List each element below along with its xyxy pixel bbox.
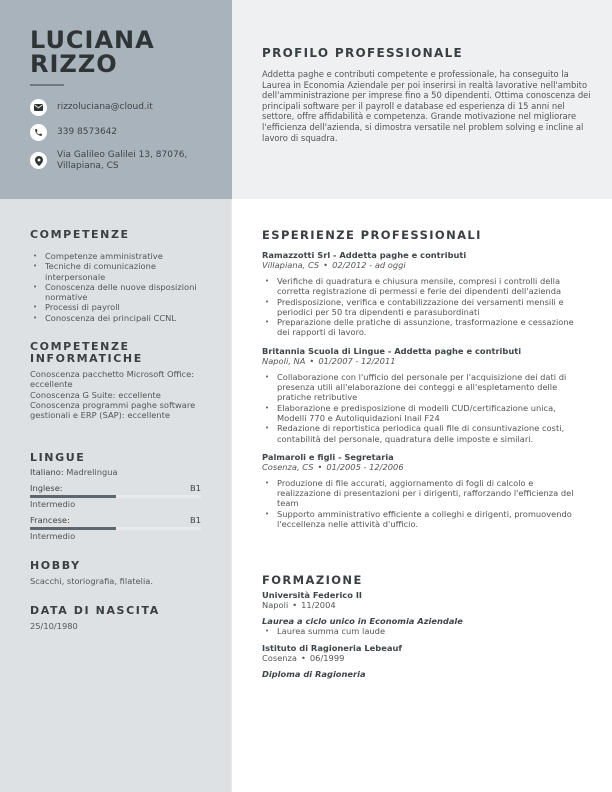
list-item: • Processi di payroll — [30, 302, 200, 312]
job-place: Villapiana, CS — [262, 260, 320, 270]
address-line2: Villapiana, CS — [57, 161, 119, 171]
education-entry — [262, 590, 592, 636]
address-line1: Via Galileo Galilei 13, 87076, — [57, 150, 188, 160]
job-entry — [262, 346, 592, 444]
language-item-english — [30, 483, 210, 509]
list-item: • Tecniche di comunicazione interpersonale — [30, 261, 200, 282]
contact-phone[interactable] — [30, 124, 117, 141]
job-title: Britannia Scuola di Lingue - Addetta paghe e contributi — [262, 345, 522, 356]
it-skill-line: Conoscenza G Suite: eccellente — [30, 389, 161, 400]
job-place: Cosenza, CS — [262, 461, 314, 472]
address-text — [57, 150, 187, 172]
list-item: • Supporto amministrativo efficiente a colleghi e dirigenti, promuovendo l'eccellenza nelle attività d'ufficio. — [262, 509, 580, 530]
job-period: 02/2012 - ad oggi — [332, 260, 406, 270]
experience-heading: ESPERIENZE PROFESSIONALI — [262, 228, 482, 242]
it-skill-line: Conoscenza programmi paghe software gestionali e ERP (SAP): eccellente — [30, 399, 196, 421]
job-period: 01/2005 - 12/2006 — [326, 461, 404, 472]
birthdate-heading: DATA DI NASCITA — [30, 604, 160, 617]
education-bullets — [262, 626, 592, 636]
school-place: Napoli — [262, 600, 289, 610]
education-entry — [262, 643, 592, 679]
list-item: • Laurea summa cum laude — [262, 626, 592, 636]
language-bar — [30, 527, 201, 530]
list-item: • Redazione di reportistica periodica quali file di consuntivazione costi, contabilità del personale, quadratura delle imposte e similari. — [262, 423, 580, 444]
skills-heading: COMPETENZE — [30, 228, 130, 241]
it-skills-section — [30, 341, 205, 420]
language-item-french — [30, 515, 210, 541]
job-entry — [262, 250, 592, 338]
name-last: RIZZO — [30, 50, 118, 78]
list-item: • Collaborazione con l'ufficio del personale per l'acquisizione dei dati di presenza utili all'elaborazione dei conteggi e all'espletamento delle pratiche retributive — [262, 372, 580, 403]
location-pin-icon — [30, 152, 47, 169]
list-item: • Produzione di file accurati, aggiornamento di fogli di calcolo e realizzazione di presentazioni per i dirigenti, rafforzando l'efficienza del team — [262, 478, 580, 509]
birthdate-section — [30, 605, 210, 631]
profile-heading: PROFILO PROFESSIONALE — [262, 46, 464, 60]
language-level: B1 — [190, 483, 201, 493]
phone-icon — [30, 124, 47, 141]
native-language — [30, 467, 210, 477]
degree-name: Diploma di Ragioneria — [262, 669, 366, 680]
language-desc: Intermedio — [30, 499, 76, 509]
graduation-date: 11/2004 — [301, 600, 336, 610]
candidate-name — [30, 28, 155, 76]
languages-heading: LINGUE — [30, 451, 86, 464]
languages-section — [30, 452, 210, 542]
birthdate-text: 25/10/1980 — [30, 621, 78, 631]
job-bullets — [262, 478, 580, 529]
native-language-label: Italiano: — [30, 467, 64, 477]
language-level: B1 — [190, 515, 201, 526]
school-name: Università Federico II — [262, 590, 362, 600]
job-bullets — [262, 372, 580, 444]
language-name: Inglese: — [30, 483, 63, 493]
language-bar-fill — [30, 527, 116, 530]
native-language-value: Madrelingua — [66, 467, 118, 477]
job-bullets — [262, 276, 580, 338]
name-divider — [30, 84, 64, 86]
name-first: LUCIANA — [30, 26, 155, 54]
job-entry — [262, 452, 592, 529]
job-title: Ramazzotti Srl - Addetta paghe e contributi — [262, 250, 467, 260]
list-item: • Conoscenza delle nuove disposizioni normative — [30, 282, 200, 303]
language-bar-fill — [30, 495, 116, 498]
skills-section — [30, 229, 220, 323]
job-meta: Napoli, NA • 01/2007 - 12/2011 — [262, 355, 396, 366]
hobby-text: Scacchi, storiografia, filatelia. — [30, 576, 153, 586]
school-place: Cosenza — [262, 653, 297, 664]
it-skills-heading — [30, 341, 205, 365]
language-name: Francese: — [30, 515, 70, 526]
list-item: • Conoscenza dei principali CCNL — [30, 313, 200, 323]
profile-text: Addetta paghe e contributi competente e professionale, ha conseguito la Laurea in Economia Aziendale per poi inserirsi in realtà lavorative nell'ambito dell'amministrazione per imprese fino a 50 dipendenti. Ottima conoscenza dei principali software per il payroll e database ed esperienza di 15 anni nel settore, offre affidabilità e competenza. Grande motivazione nel migliorare l'efficienza dell'azienda, si dimostra versatile nel problem solving e incline al lavoro di squadra. — [262, 69, 591, 143]
graduation-date: 06/1999 — [309, 653, 345, 664]
list-item: • Preparazione delle pratiche di assunzione, trasformazione e cessazione dei rapporti di lavoro. — [262, 317, 580, 338]
phone-text[interactable]: 339 8573642 — [57, 127, 118, 137]
education-heading: FORMAZIONE — [262, 573, 363, 587]
job-meta: Villapiana, CS • 02/2012 - ad oggi — [262, 260, 406, 270]
hobby-heading: HOBBY — [30, 559, 81, 572]
contact-address — [30, 150, 187, 172]
job-meta: Cosenza, CS • 01/2005 - 12/2006 — [262, 461, 404, 472]
education-meta: Napoli • 11/2004 — [262, 600, 336, 610]
it-skills-heading-line1: COMPETENZE — [30, 340, 130, 353]
language-desc: Intermedio — [30, 531, 76, 542]
list-item: • Elaborazione e predisposizione di modelli CUD/certificazione unica, Modelli 770 e Autoliquidazioni Inail F24 — [262, 403, 580, 424]
it-skill-line: Conoscenza pacchetto Microsoft Office: eccellente — [30, 369, 194, 390]
education-meta: Cosenza • 06/1999 — [262, 653, 345, 664]
skills-list — [30, 251, 200, 323]
job-place: Napoli, NA — [262, 355, 306, 366]
list-item: • Competenze amministrative — [30, 251, 200, 261]
it-skills-list — [30, 369, 205, 420]
email-icon — [30, 99, 47, 116]
list-item: • Verifiche di quadratura e chiusura mensile, compresi i controlli della corretta registrazione di permessi e ferie dei dipendenti dell'azienda — [262, 276, 580, 297]
list-item: • Predisposizione, verifica e contabilizzazione dei versamenti mensili e periodici per 50 tra dipendenti e parasubordinati — [262, 297, 580, 318]
education-section — [262, 574, 592, 679]
hobby-section — [30, 560, 210, 586]
experience-section — [262, 229, 592, 529]
job-title: Palmaroli e figli - Segretaria — [262, 451, 394, 462]
job-period: 01/2007 - 12/2011 — [318, 355, 396, 366]
contact-email[interactable] — [30, 99, 153, 116]
degree-name: Laurea a ciclo unico in Economia Aziendale — [262, 616, 463, 626]
it-skills-heading-line2: INFORMATICHE — [30, 352, 143, 365]
email-text[interactable]: rizzoluciana@cloud.it — [57, 102, 153, 112]
language-bar — [30, 495, 201, 498]
school-name: Istituto di Ragioneria Lebeauf — [262, 643, 402, 654]
